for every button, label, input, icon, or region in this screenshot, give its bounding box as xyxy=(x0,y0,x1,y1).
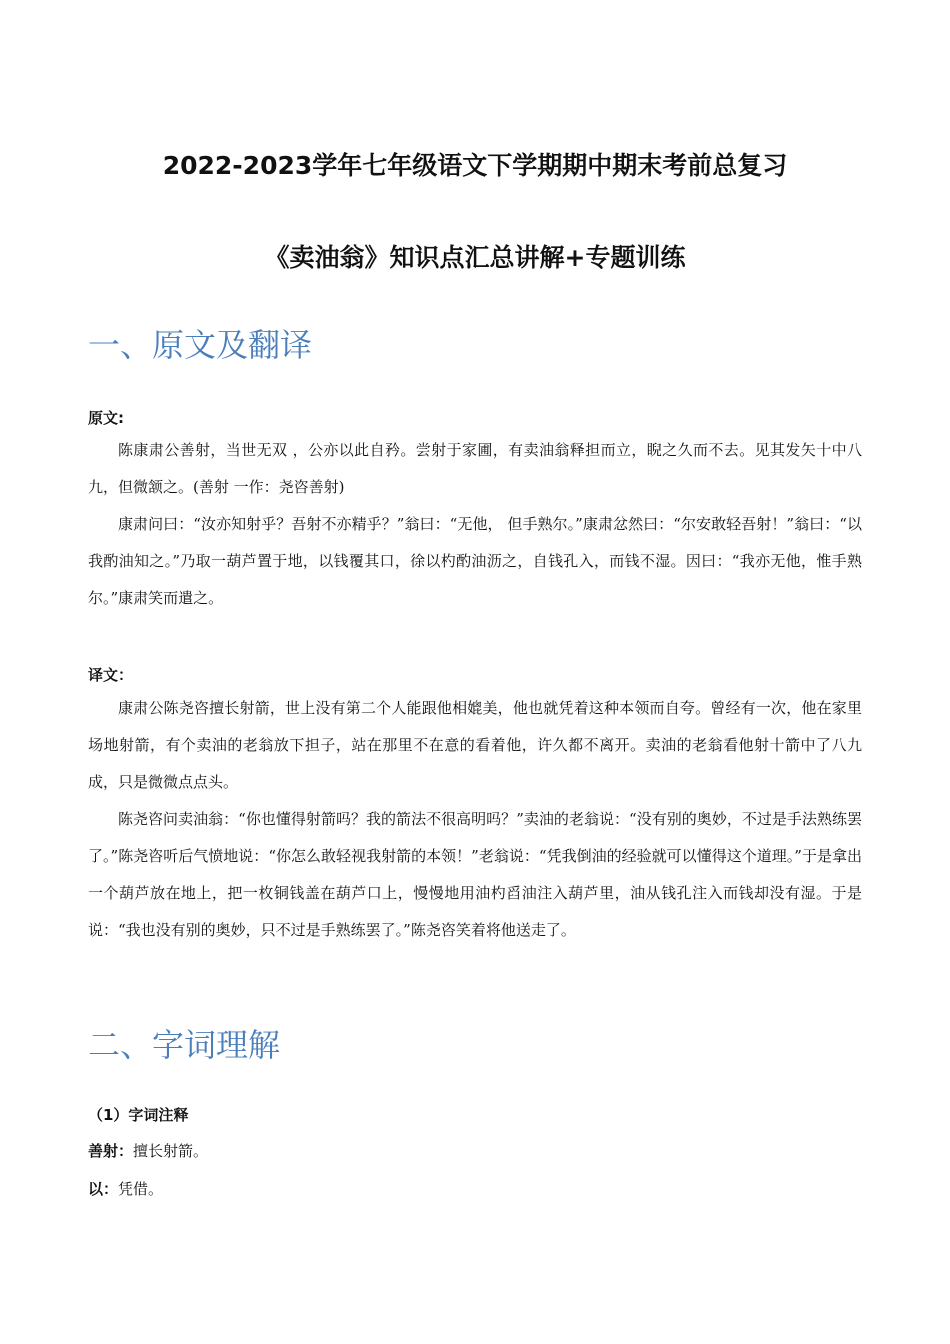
gloss-meaning: 擅长射箭。 xyxy=(133,1142,209,1160)
original-paragraph-1: 陈康肃公善射，当世无双 ，公亦以此自矜。尝射于家圃，有卖油翁释担而立，睨之久而不去。见其发矢十中八九，但微颔之。(善射 一作：尧咨善射) xyxy=(88,441,862,496)
section-heading-vocabulary: 二、字词理解 xyxy=(88,1026,281,1064)
gloss-term: 以： xyxy=(88,1180,119,1198)
gloss-item xyxy=(88,1140,208,1161)
gloss-item xyxy=(88,1178,163,1199)
original-text-label: 原文: xyxy=(88,409,124,427)
section-heading-original-translation: 一、原文及翻译 xyxy=(88,326,313,364)
document-title: 2022-2023学年七年级语文下学期期中期末考前总复习 xyxy=(162,151,788,180)
vocabulary-subheading: （1）字词注释 xyxy=(88,1106,189,1124)
translation-paragraph-1: 康肃公陈尧咨擅长射箭，世上没有第二个人能跟他相媲美，他也就凭着这种本领而自夸。曾经有一次，他在家里场地射箭，有个卖油的老翁放下担子，站在那里不在意的看着他，许久都不离开。卖油的老翁看他射十箭中了八九成，只是微微点点头。 xyxy=(88,699,862,791)
gloss-meaning: 凭借。 xyxy=(118,1180,164,1198)
translation-label: 译文： xyxy=(88,666,134,684)
original-paragraph-2: 康肃问曰：“汝亦知射乎？吾射不亦精乎？”翁曰：“无他， 但手熟尔。”康肃忿然曰：“尔安敢轻吾射！”翁曰：“以我酌油知之。”乃取一葫芦置于地，以钱覆其口，徐以杓酌油沥之，自钱孔入，而钱不湿。因曰：“我亦无他，惟手熟尔。”康肃笑而遣之。 xyxy=(88,515,862,607)
document-subtitle: 《卖油翁》知识点汇总讲解+专题训练 xyxy=(264,243,686,272)
gloss-term: 善射： xyxy=(88,1142,134,1160)
translation-paragraph-2: 陈尧咨问卖油翁：“你也懂得射箭吗？我的箭法不很高明吗？”卖油的老翁说：“没有别的奥妙，不过是手法熟练罢了。”陈尧咨听后气愤地说：“你怎么敢轻视我射箭的本领！”老翁说：“凭我倒油的经验就可以懂得这个道理。”于是拿出一个葫芦放在地上，把一枚铜钱盖在葫芦口上，慢慢地用油杓舀油注入葫芦里，油从钱孔注入而钱却没有湿。于是说：“我也没有别的奥妙，只不过是手熟练罢了。”陈尧咨笑着将他送走了。 xyxy=(88,810,862,939)
